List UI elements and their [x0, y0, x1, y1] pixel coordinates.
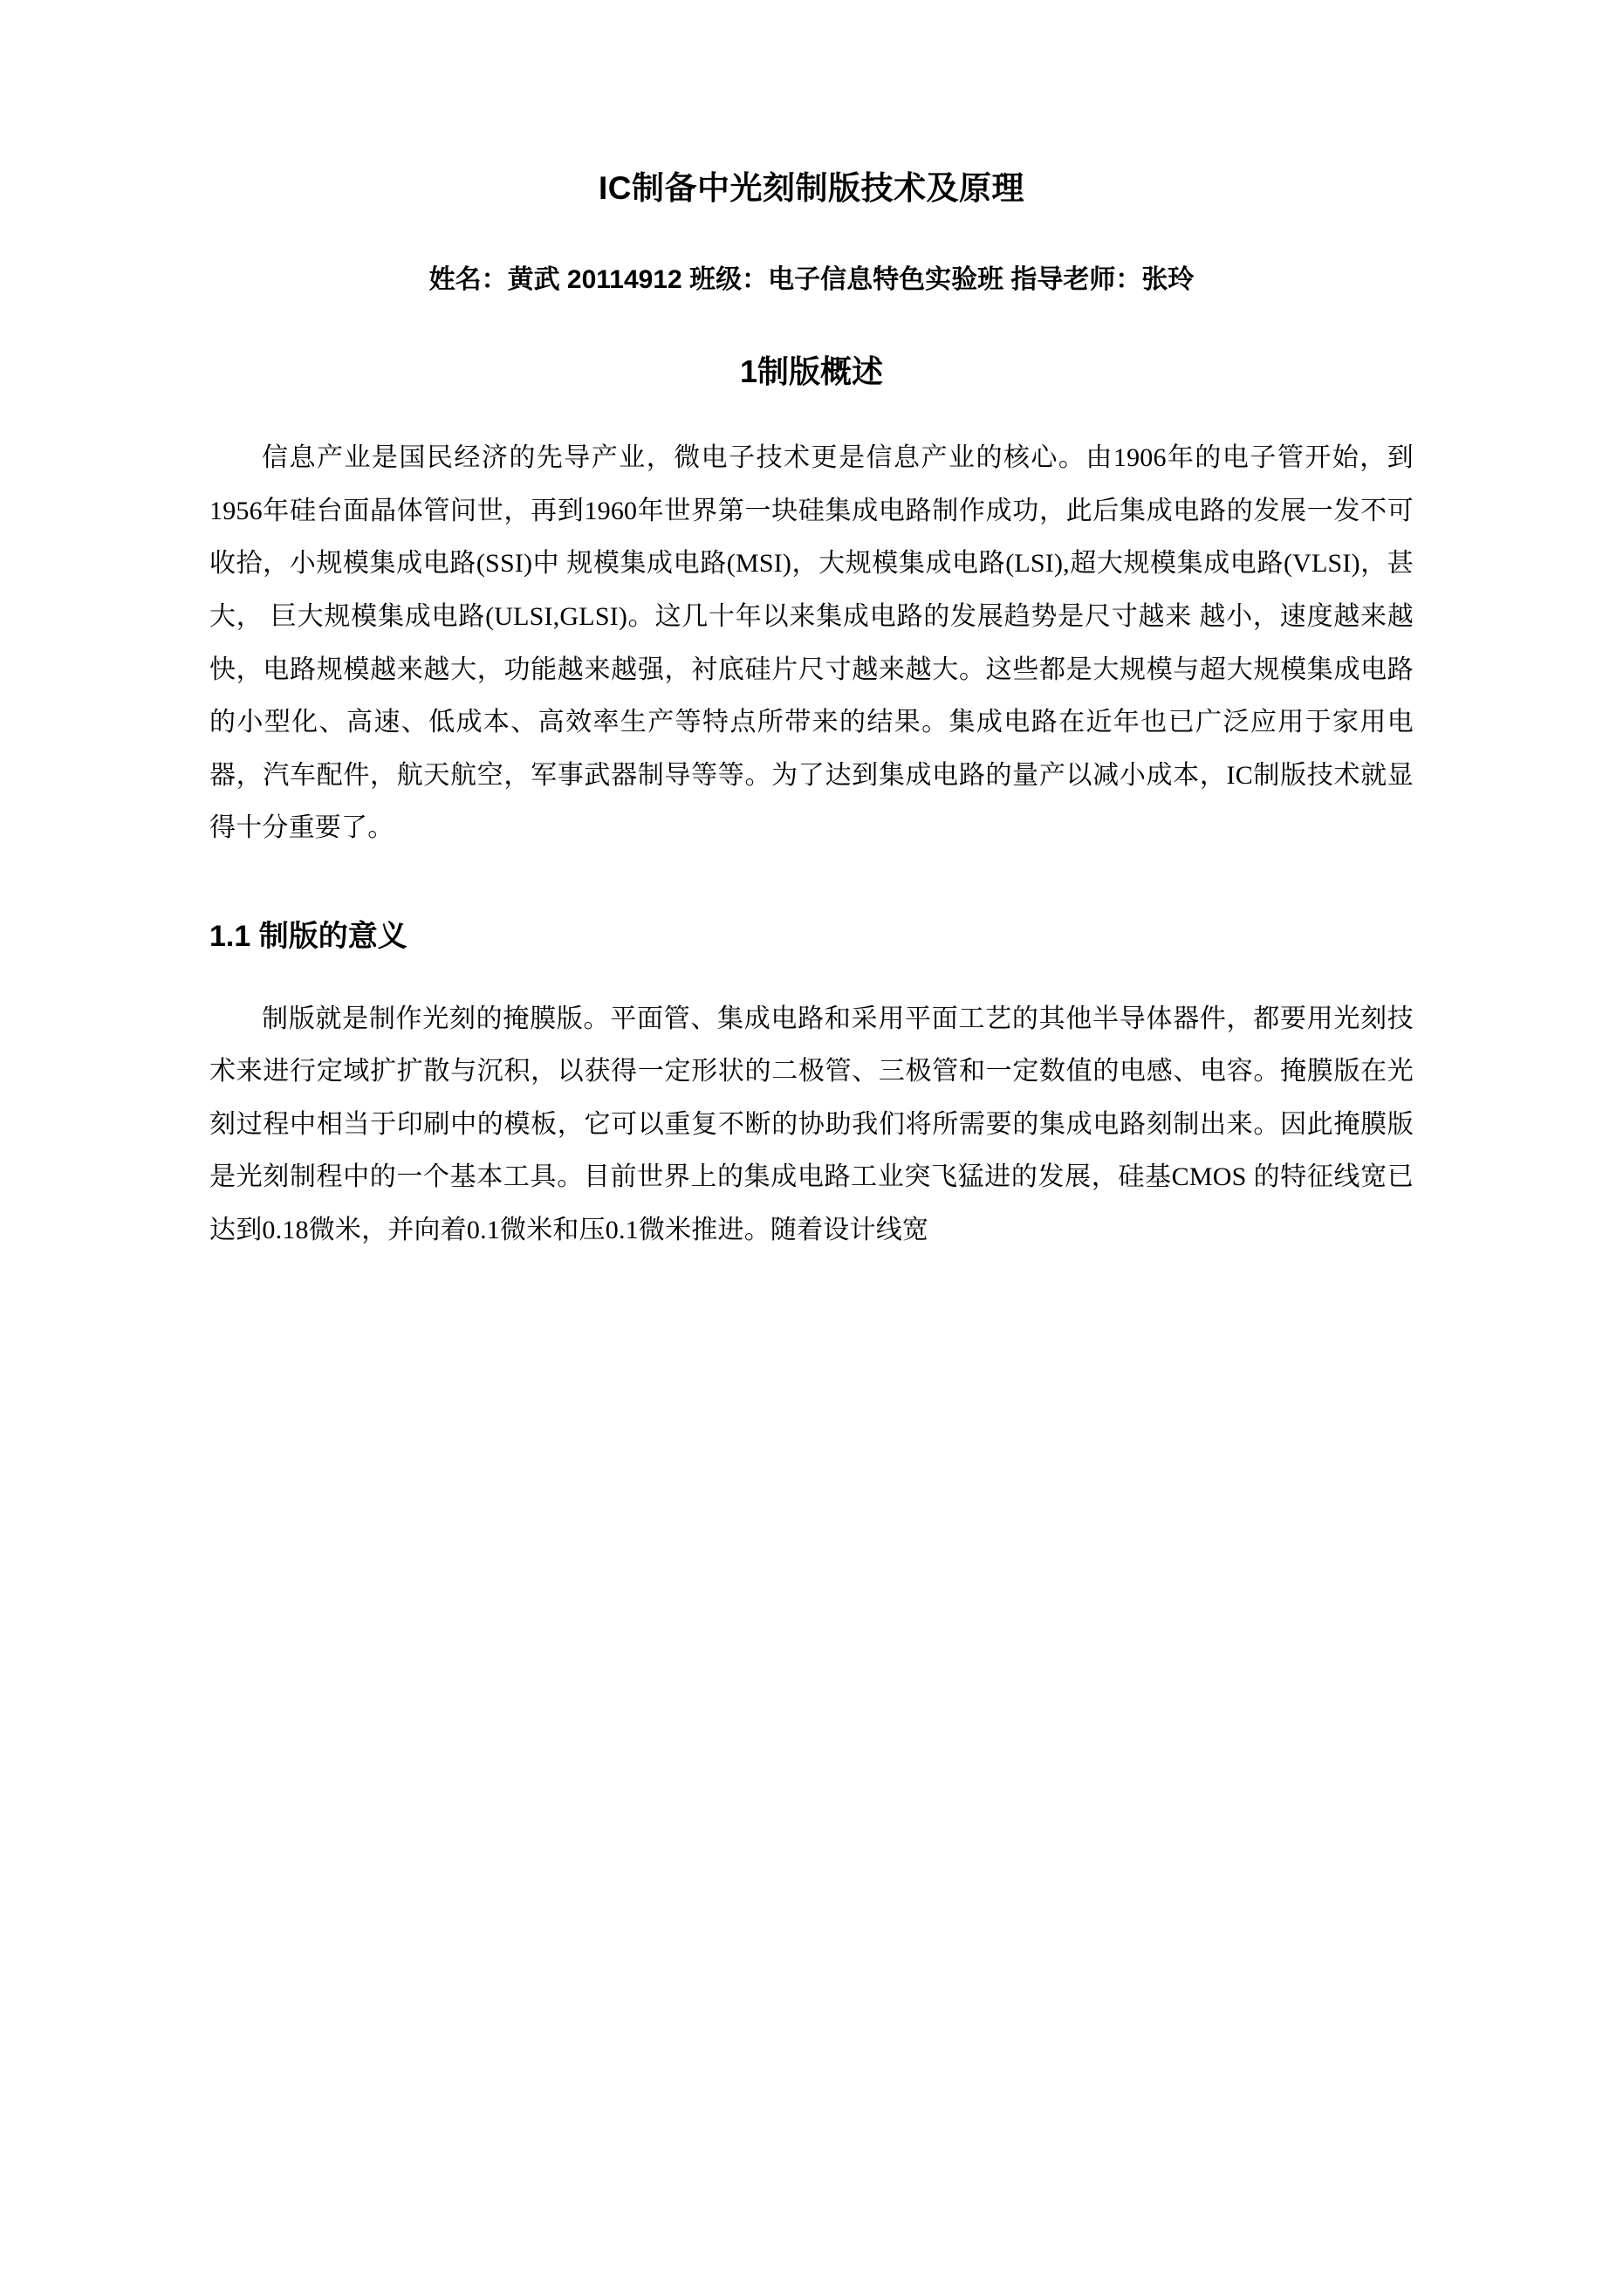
author-byline: 姓名：黄武 20114912 班级：电子信息特色实验班 指导老师：张玲	[428, 264, 1195, 294]
section-1-paragraph-1: 信息产业是国民经济的先导产业，微电子技术更是信息产业的核心。由1906年的电子管开始，到1956年硅台面晶体管问世，再到1960年世界第一块硅集成电路制作成功，此后集成电路的发展一发不可收拾，小规模集成电路(SSI)中 规模集成电路(MSI)，大规模集成电路(LSI),超大规模集成电路(VLSI)，甚大， 巨大规模集成电路(ULSI,GLSI)。这几十年以来集成电路的发展趋势是尺寸越来 越小，速度越来越快，电路规模越来越大，功能越来越强，衬底硅片尺寸越来越大。这些都是大规模与超大规模集成电路的小型化、高速、低成本、高效率生产等特点所带来的结果。集成电路在近年也已广泛应用于家用电器，汽车配件，航天航空，军事武器制导等等。为了达到集成电路的量产以减小成本，IC制版技术就显得十分重要了。	[209, 443, 1414, 843]
section-heading-1: 1制版概述	[739, 353, 884, 389]
page-title: IC制备中光刻制版技术及原理	[599, 170, 1024, 206]
section-1-1-paragraph-1: 制版就是制作光刻的掩膜版。平面管、集成电路和采用平面工艺的其他半导体器件，都要用光刻技术来进行定域扩扩散与沉积，以获得一定形状的二极管、三极管和一定数值的电感、电容。掩膜版在光刻过程中相当于印刷中的模板，它可以重复不断的协助我们将所需要的集成电路刻制出来。因此掩膜版是光刻制程中的一个基本工具。目前世界上的集成电路工业突飞猛进的发展，硅基CMOS 的特征线宽已达到0.18微米，并向着0.1微米和压0.1微米推进。随着设计线宽	[209, 1004, 1414, 1244]
section-heading-1-1: 1.1 制版的意义	[209, 919, 407, 953]
